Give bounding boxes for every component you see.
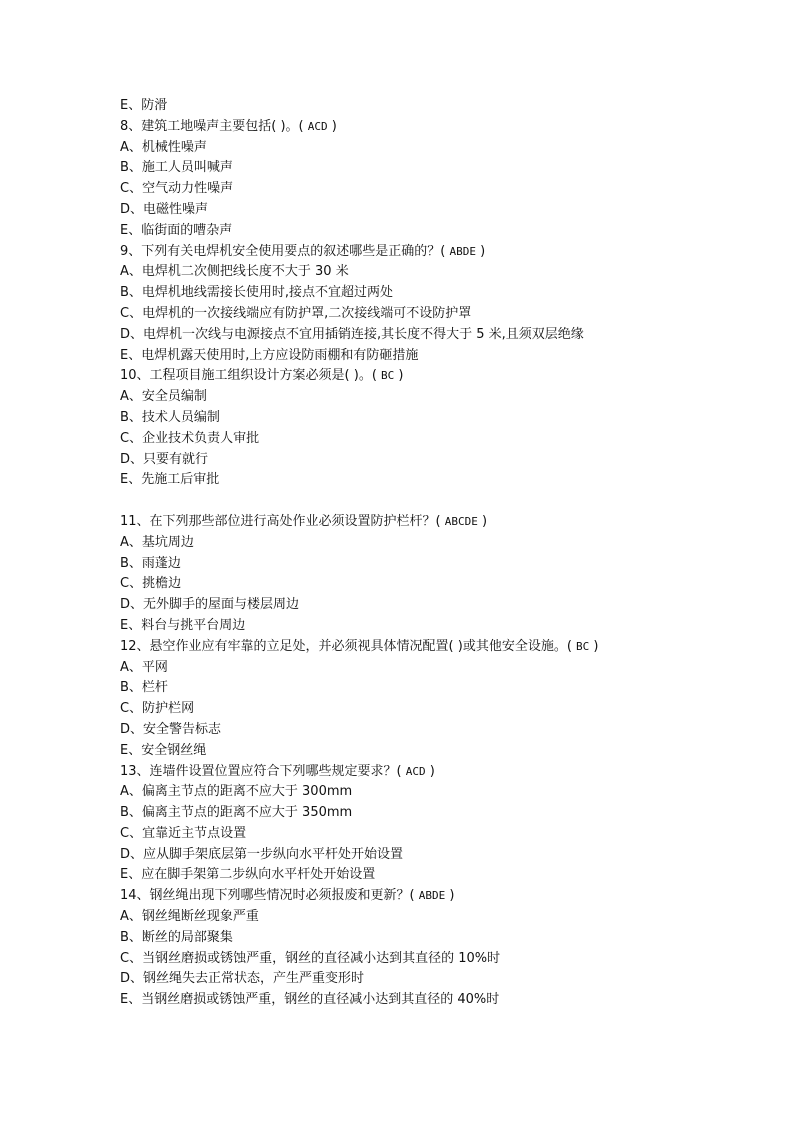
option-line	[120, 969, 760, 990]
option-line	[120, 907, 760, 928]
question-line	[120, 762, 760, 783]
option-text: A、偏离主节点的距离不应大于 300mm	[120, 784, 353, 800]
option-line	[120, 782, 760, 803]
option-line	[120, 179, 760, 200]
option-text: C、防护栏网	[120, 701, 195, 717]
option-line	[120, 845, 760, 866]
option-text: C、当钢丝磨损或锈蚀严重，钢丝的直径减小达到其直径的 10%时	[120, 950, 501, 966]
blank-line	[120, 491, 760, 512]
question-text: 8、建筑工地噪声主要包括( )。(	[120, 118, 308, 134]
question-text: 10、工程项目施工组织设计方案必须是( )。(	[120, 368, 382, 384]
option-text: D、无外脚手的屋面与楼层周边	[120, 597, 300, 613]
option-text: D、电焊机一次线与电源接点不宜用插销连接,其长度不得大于 5 米,且须双层绝缘	[120, 326, 584, 342]
option-text: B、雨蓬边	[120, 555, 181, 571]
option-text: E、防滑	[120, 98, 168, 113]
option-text: B、施工人员叫喊声	[120, 160, 233, 176]
answer-key: ABDE	[418, 889, 446, 903]
option-line	[120, 595, 760, 616]
option-line	[120, 678, 760, 699]
option-line	[120, 803, 760, 824]
option-line	[120, 262, 760, 283]
question-line	[120, 366, 760, 387]
option-line	[120, 346, 760, 367]
option-text: A、平网	[120, 659, 168, 675]
answer-close: )	[589, 638, 599, 654]
option-text: B、电焊机地线需接长使用时,接点不宜超过两处	[120, 285, 394, 301]
option-text: E、当钢丝磨损或锈蚀严重，钢丝的直径减小达到其直径的 40%时	[120, 992, 500, 1008]
option-line	[120, 158, 760, 179]
question-line	[120, 512, 760, 533]
option-line	[120, 304, 760, 325]
option-line	[120, 574, 760, 595]
answer-close: )	[327, 118, 337, 134]
answer-key: BC	[576, 639, 590, 653]
option-line	[120, 928, 760, 949]
answer-close: )	[445, 888, 455, 904]
question-line	[120, 886, 760, 907]
option-text: A、钢丝绳断丝现象严重	[120, 909, 259, 925]
question-line	[120, 117, 760, 138]
option-line	[120, 865, 760, 886]
option-line	[120, 699, 760, 720]
question-text: 11、在下列那些部位进行高处作业必须设置防护栏杆？(	[120, 513, 445, 529]
option-text: E、应在脚手架第二步纵向水平杆处开始设置	[120, 867, 376, 883]
option-line	[120, 616, 760, 637]
option-text: B、偏离主节点的距离不应大于 350mm	[120, 805, 353, 821]
answer-key: ABCDE	[444, 514, 478, 528]
question-text: 12、悬空作业应有牢靠的立足处，并必须视具体情况配置( )或其他安全设施。(	[120, 638, 577, 654]
option-line	[120, 741, 760, 762]
option-line	[120, 200, 760, 221]
option-text: C、挑檐边	[120, 576, 182, 592]
option-text: D、只要有就行	[120, 451, 209, 467]
answer-close: )	[394, 368, 404, 384]
option-text: B、技术人员编制	[120, 409, 220, 425]
answer-key: ACD	[307, 119, 328, 133]
option-line	[120, 824, 760, 845]
answer-close: )	[475, 243, 486, 259]
option-text: C、空气动力性噪声	[120, 181, 234, 197]
option-text: E、电焊机露天使用时,上方应设防雨棚和有防砸措施	[120, 347, 419, 363]
option-text: B、断丝的局部聚集	[120, 929, 233, 945]
answer-key: ABDE	[449, 244, 476, 258]
document-page	[120, 96, 760, 1011]
option-line	[120, 221, 760, 242]
option-line	[120, 325, 760, 346]
option-text: A、基坑周边	[120, 534, 194, 550]
option-text: E、临街面的嘈杂声	[120, 222, 233, 238]
option-line	[120, 450, 760, 471]
option-line	[120, 470, 760, 491]
option-line	[120, 283, 760, 304]
option-text: D、安全警告标志	[120, 721, 222, 737]
question-line	[120, 637, 760, 658]
option-text: C、宜靠近主节点设置	[120, 825, 247, 841]
option-line	[120, 658, 760, 679]
option-text: C、企业技术负责人审批	[120, 430, 260, 446]
answer-key: BC	[381, 369, 395, 383]
option-text: E、安全钢丝绳	[120, 742, 207, 758]
question-text: 9、下列有关电焊机安全使用要点的叙述哪些是正确的？(	[120, 243, 450, 259]
option-line	[120, 96, 760, 117]
answer-key: ACD	[405, 764, 426, 778]
option-line	[120, 408, 760, 429]
option-line	[120, 990, 760, 1011]
question-text: 13、连墙件设置位置应符合下列哪些规定要求？(	[120, 763, 406, 779]
option-text: D、钢丝绳失去正常状态，产生严重变形时	[120, 971, 365, 987]
answer-close: )	[477, 513, 488, 529]
option-line	[120, 429, 760, 450]
option-line	[120, 949, 760, 970]
option-text: A、机械性噪声	[120, 139, 207, 155]
option-line	[120, 554, 760, 575]
question-text: 14、钢丝绳出现下列哪些情况时必须报废和更新？(	[120, 888, 419, 904]
option-text: A、安全员编制	[120, 389, 207, 405]
option-text: E、先施工后审批	[120, 472, 220, 488]
option-line	[120, 138, 760, 159]
question-line	[120, 242, 760, 263]
option-line	[120, 533, 760, 554]
option-text: B、栏杆	[120, 680, 168, 696]
option-text: A、电焊机二次侧把线长度不大于 30 米	[120, 264, 349, 280]
option-line	[120, 387, 760, 408]
answer-close: )	[425, 763, 435, 779]
option-text: D、电磁性噪声	[120, 201, 209, 217]
option-text: C、电焊机的一次接线端应有防护罩,二次接线端可不设防护罩	[120, 305, 472, 321]
option-text: D、应从脚手架底层第一步纵向水平杆处开始设置	[120, 846, 404, 862]
option-line	[120, 720, 760, 741]
option-text: E、料台与挑平台周边	[120, 617, 246, 633]
